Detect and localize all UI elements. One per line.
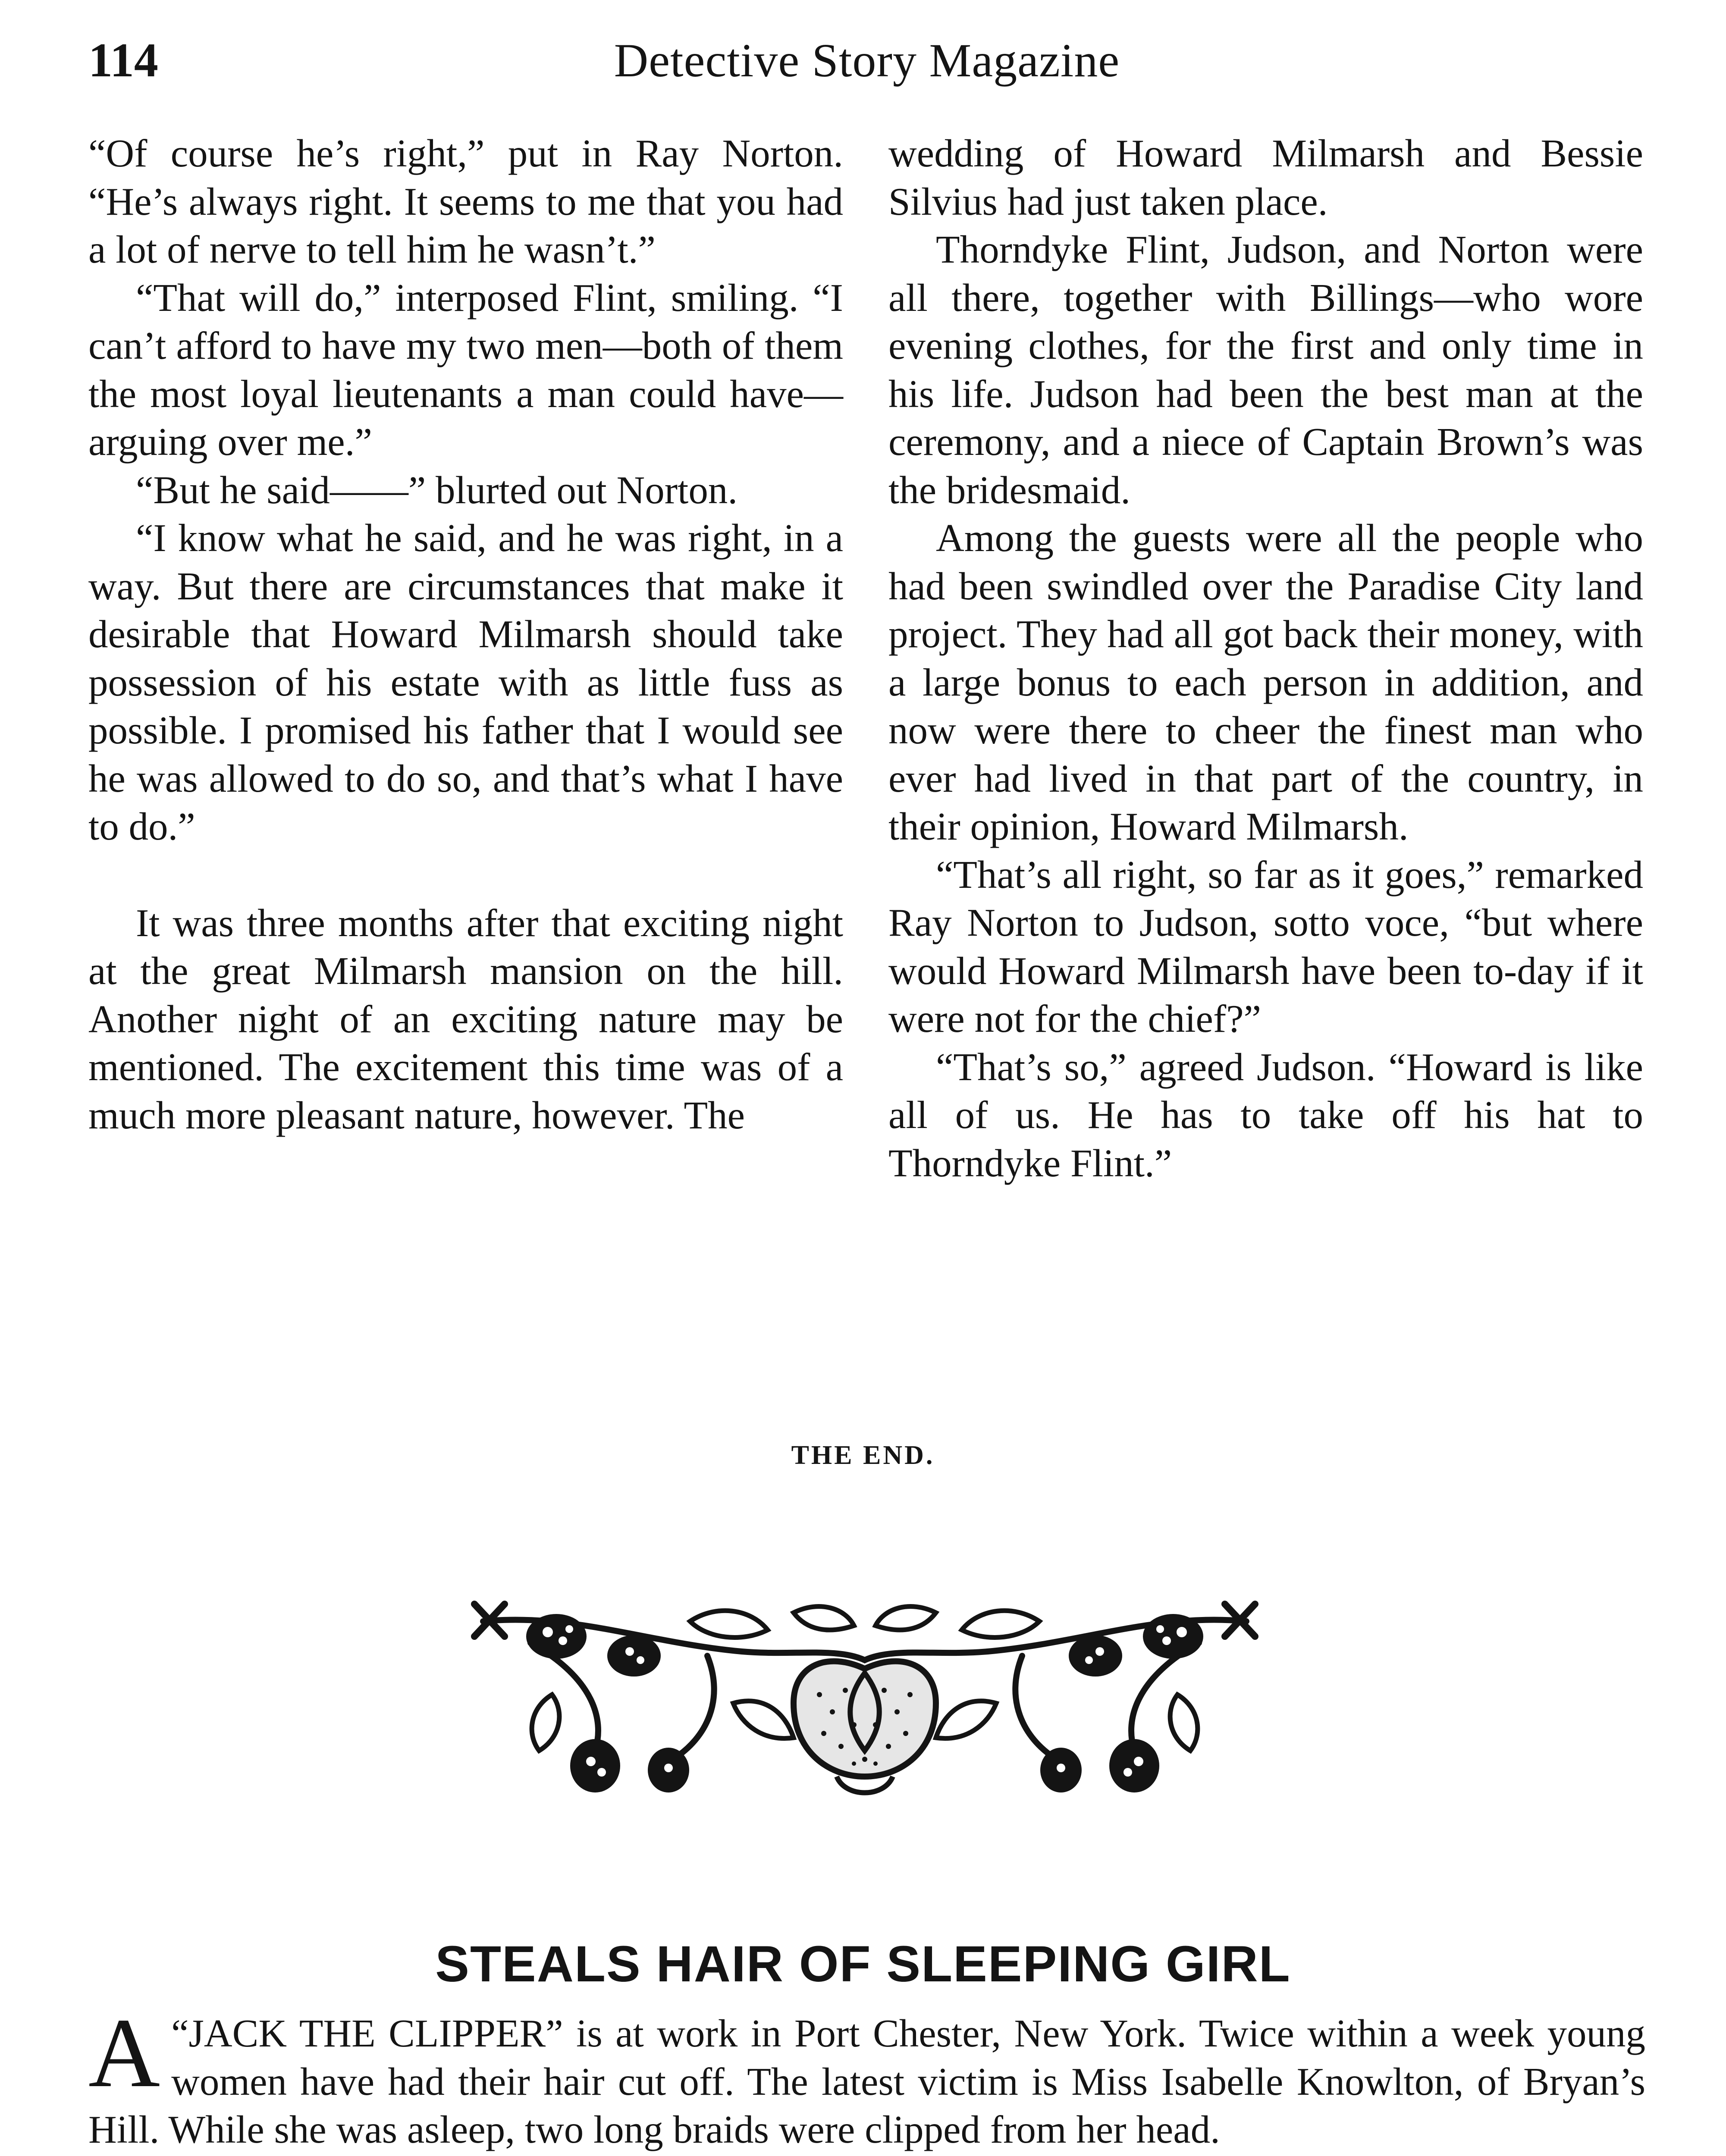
paragraph: Thorndyke Flint, Judson, and Norton were all there, together with Billings—who wore evening clothes, for the first and only time in his life. Judson had been the best man at the ceremony, and a niece of Captain Brown’s was the bridesmaid. (888, 228, 1643, 512)
paragraph: “But he said——” blurted out Norton. (136, 468, 738, 512)
page-number: 114 (88, 34, 158, 87)
drop-cap: A (88, 1998, 160, 2108)
magazine-title: Detective Story Magazine (614, 34, 1120, 87)
paragraph: Among the guests were all the people who had been swindled over the Paradise City land project. They had all got back their money, with a large bonus to each person in addition, and now were there to cheer the finest man who ever had lived in that part of the country, in their opinion, Howard Milmarsh. (888, 516, 1643, 848)
article-title: STEALS HAIR OF SLEEPING GIRL (435, 1936, 1291, 1993)
left-column (88, 129, 843, 1139)
article-body (88, 1998, 1645, 2156)
the-end-marker: THE END. (791, 1441, 935, 1470)
floral-vine-ornament-icon (466, 1595, 1264, 1820)
paragraph (88, 1998, 1645, 2154)
first-paragraph-text: “JACK THE CLIPPER” is at work in Port Chester, New York. Twice within a week young women have had their hair cut off. The latest victim is Miss Isabelle Knowlton, of Bryan’s Hill. While she was asleep, two long braids were clipped from her head. (88, 2012, 1645, 2151)
paragraph (88, 2154, 1645, 2156)
right-column (888, 129, 1643, 1187)
paragraph: “I know what he said, and he was right, in a way. But there are circumstances that make it desirable that Howard Milmarsh should take possession of his estate with as little fuss as possible. I promised his father that I would see he was allowed to do so, and that’s what I have to do.” (88, 516, 843, 848)
paragraph: “That’s all right, so far as it goes,” remarked Ray Norton to Judson, sotto voce, “but where would Howard Milmarsh have been to-day if it were not for the chief?” (888, 852, 1643, 1040)
paragraph: wedding of Howard Milmarsh and Bessie Silvius had just taken place. (888, 132, 1643, 223)
running-head (88, 30, 1645, 91)
paragraph: It was three months after that exciting night at the great Milmarsh mansion on the hill. Another night of an exciting nature may be mentioned. The excitement this time was of a much more pleasant nature, however. The (88, 901, 843, 1137)
paragraph: “Of course he’s right,” put in Ray Norton. “He’s always right. It seems to me that you had a lot of nerve to tell him he wasn’t.” (88, 132, 843, 271)
paragraph: “That’s so,” agreed Judson. “Howard is like all of us. He has to take off his hat to Thorndyke Flint.” (888, 1045, 1643, 1185)
paragraph: “That will do,” interposed Flint, smiling. “I can’t afford to have my two men—both of them the most loyal lieutenants a man could have—arguing over me.” (88, 276, 843, 464)
